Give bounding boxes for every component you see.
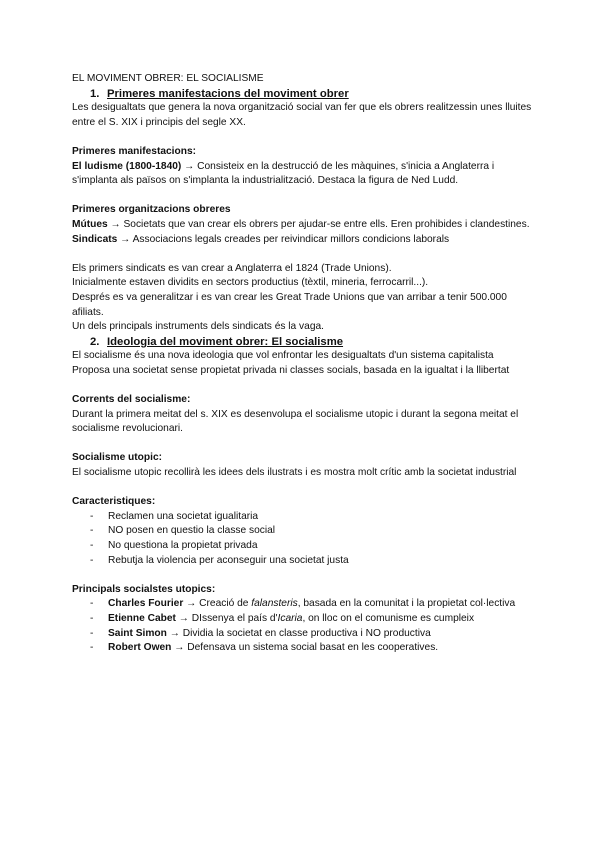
simon-text: → Dividia la societat en classe productiva i NO productiva xyxy=(166,627,431,639)
owen-name: Robert Owen xyxy=(108,642,172,654)
section-1-title: Primeres manifestacions del moviment obrer xyxy=(107,87,349,100)
list-item: - Reclamen una societat igualitaria xyxy=(72,510,532,525)
organizations-heading: Primeres organitzacions obreres xyxy=(72,204,231,216)
ludisme-paragraph xyxy=(72,160,532,189)
spacer xyxy=(72,378,532,393)
spacer xyxy=(72,130,532,145)
cabet-text-a: → DIssenya el país d' xyxy=(175,612,278,624)
sindicats-term: Sindicats xyxy=(72,233,118,245)
section-1-intro: Les desigualtats que genera la nova organització social van fer que els obrers realitzessin unes lluites entre el S. XIX i principis del segle XX. xyxy=(72,102,532,128)
list-item: - No questiona la propietat privada xyxy=(72,539,532,554)
utopians-list xyxy=(72,597,532,655)
characteristics-list xyxy=(72,510,532,568)
list-item-cabet xyxy=(72,612,532,627)
list-item: - Rebutja la violencia per aconseguir una societat justa xyxy=(72,554,532,569)
section-2-number: 2. xyxy=(90,335,100,348)
fourier-emphasis: falansteris xyxy=(251,598,298,610)
list-item-owen xyxy=(72,641,532,656)
section-2-title: Ideologia del moviment obrer: El socialisme xyxy=(107,335,344,348)
manifestations-heading: Primeres manifestacions: xyxy=(72,145,197,157)
fourier-name: Charles Fourier xyxy=(108,598,184,610)
section-1-heading xyxy=(90,87,532,102)
simon-name: Saint Simon xyxy=(108,627,167,639)
unions-paragraph-2: Inicialmente estaven dividits en sectors productius (tèxtil, mineria, ferrocarril...). xyxy=(72,277,429,289)
mutues-term: Mútues xyxy=(72,218,108,230)
fourier-text-a: → Creació de xyxy=(183,598,252,610)
unions-paragraph-3: Després es va generalitzar i es van crear les Great Trade Unions que van arribar a tenir 500.000 afiliats. xyxy=(72,291,507,318)
list-item-saint-simon xyxy=(72,627,532,642)
spacer xyxy=(72,568,532,583)
spacer xyxy=(72,481,532,496)
utopic-heading: Socialisme utopic: xyxy=(72,452,163,464)
spacer xyxy=(72,247,532,262)
section-2-intro-2: Proposa una societat sense propietat privada ni classes socials, basada en la igualtat i la llibertat xyxy=(72,364,510,376)
ludisme-term: El ludisme (1800-1840) xyxy=(72,160,182,172)
list-item: - NO posen en questio la classe social xyxy=(72,524,532,539)
cabet-text-b: , on lloc on el comunisme es cumpleix xyxy=(302,612,475,624)
cabet-emphasis: Icaria xyxy=(277,612,303,624)
section-2-intro-1: El socialisme és una nova ideologia que vol enfrontar les desigualtats d'un sistema capitalista xyxy=(72,350,494,362)
cabet-name: Etienne Cabet xyxy=(108,612,176,624)
unions-paragraph-1: Els primers sindicats es van crear a Anglaterra el 1824 (Trade Unions). xyxy=(72,262,392,274)
unions-paragraph-4: Un dels principals instruments dels sindicats és la vaga. xyxy=(72,321,324,333)
ludisme-text: → Consisteix en la destrucció de les màquines, s'inicia a Anglaterra i s'implanta als països on s'implanta la industrialització. Destaca la figura de Ned Ludd. xyxy=(72,160,495,187)
utopic-text: El socialisme utopic recollirà les idees dels ilustrats i es mostra molt crític amb la societat industrial xyxy=(72,467,517,479)
sindicats-paragraph xyxy=(72,233,532,248)
list-item-fourier xyxy=(72,597,532,612)
characteristics-heading: Caracteristiques: xyxy=(72,496,156,508)
principal-utopians-heading: Principals socialstes utopics: xyxy=(72,583,216,595)
section-1-number: 1. xyxy=(90,87,100,100)
owen-text: → Defensava un sistema social basat en les cooperatives. xyxy=(171,642,439,654)
document-page xyxy=(72,72,532,656)
section-2-heading xyxy=(90,335,532,350)
mutues-text: → Societats que van crear els obrers per ajudar-se entre ells. Eren prohibides i clandestines. xyxy=(107,218,530,230)
currents-text: Durant la primera meitat del s. XIX es desenvolupa el socialisme utopic i durant la segona meitat el socialisme revolucionari. xyxy=(72,408,519,435)
currents-heading: Corrents del socialisme: xyxy=(72,394,191,406)
fourier-text-b: , basada en la comunitat i la propietat col·lectiva xyxy=(297,598,516,610)
mutues-paragraph xyxy=(72,218,532,233)
sindicats-text: → Associacions legals creades per reivindicar millors condicions laborals xyxy=(117,233,450,245)
document-title: EL MOVIMENT OBRER: EL SOCIALISME xyxy=(72,73,264,84)
spacer xyxy=(72,437,532,452)
spacer xyxy=(72,189,532,204)
